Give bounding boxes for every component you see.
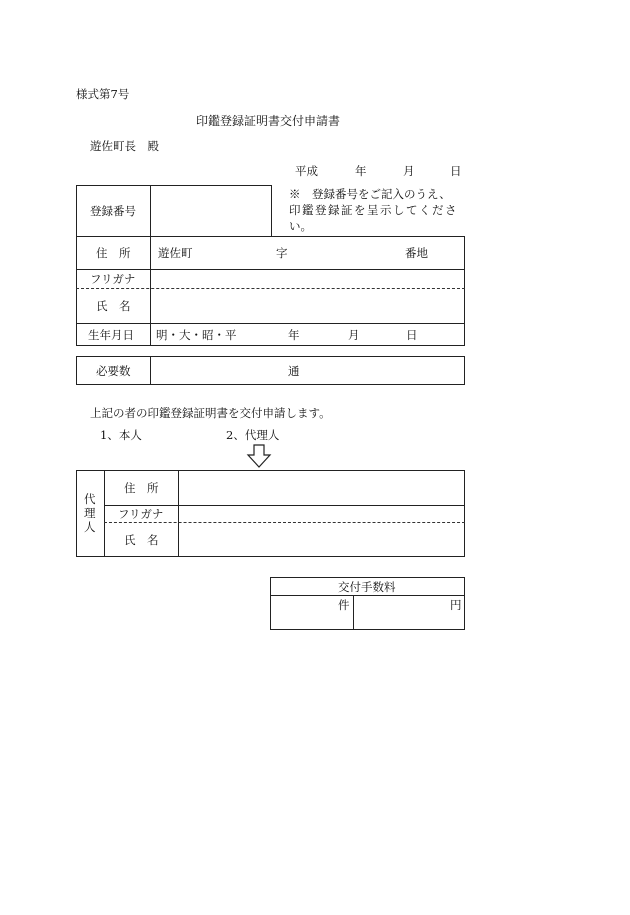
addressee: 遊佐町長 殿 (90, 139, 159, 153)
address-banchi: 番地 (405, 246, 428, 260)
agent-name-input[interactable] (180, 524, 462, 555)
agent-section-label-1: 代 (84, 492, 96, 506)
agent-section-divider (104, 470, 105, 557)
date-month-label: 月 (403, 164, 415, 178)
birthdate-day-label: 日 (406, 328, 418, 342)
fee-column-divider (353, 595, 354, 630)
application-statement: 上記の者の印鑑登録証明書を交付申請します。 (90, 406, 331, 420)
agent-label-divider (178, 470, 179, 557)
name-input[interactable] (152, 290, 462, 322)
agent-furigana-input[interactable] (180, 507, 462, 521)
birthdate-month-label: 月 (348, 328, 360, 342)
form-number: 様式第7号 (76, 87, 130, 101)
furigana-input[interactable] (152, 270, 462, 287)
agent-section-label-3: 人 (84, 520, 96, 534)
fee-title-divider (270, 595, 465, 596)
page-title: 印鑑登録証明書交付申請書 (196, 114, 341, 128)
arrow-down-icon (246, 444, 272, 468)
agent-furigana-divider (104, 522, 465, 523)
option-agent[interactable]: 2、代理人 (226, 428, 280, 442)
agent-section-label-2: 理 (84, 506, 96, 520)
date-era: 平成 (295, 164, 318, 178)
applicant-label-divider (150, 236, 151, 346)
agent-row-divider-1 (104, 505, 465, 506)
required-count-label: 必要数 (96, 364, 131, 378)
required-count-box (76, 356, 465, 385)
birthdate-label: 生年月日 (88, 328, 134, 342)
agent-furigana-label: フリガナ (118, 507, 164, 521)
birthdate-year-label: 年 (288, 328, 300, 342)
applicant-row-divider-3 (76, 323, 465, 324)
date-day-label: 日 (450, 164, 462, 178)
address-town: 遊佐町 (158, 246, 193, 260)
agent-address-label: 住 所 (124, 481, 159, 495)
registration-number-label: 登録番号 (90, 204, 136, 218)
fee-yen-unit: 円 (450, 598, 462, 612)
furigana-label: フリガナ (90, 272, 136, 286)
agent-address-input[interactable] (180, 472, 462, 504)
fee-count-unit: 件 (338, 598, 350, 612)
option-self[interactable]: 1、本人 (100, 428, 142, 442)
required-count-unit: 通 (288, 364, 300, 378)
registration-note-line-2: 印鑑登録証を呈示してくださ (289, 203, 458, 217)
registration-number-input[interactable] (152, 187, 270, 235)
date-year-label: 年 (355, 164, 367, 178)
registration-divider (150, 185, 151, 237)
registration-note-line-3: い。 (289, 219, 312, 233)
required-count-divider (150, 356, 151, 385)
address-label: 住 所 (96, 246, 131, 260)
address-aza: 字 (276, 246, 288, 260)
name-label: 氏 名 (96, 299, 131, 313)
registration-note-line-1: ※ 登録番号をご記入のうえ、 (289, 187, 451, 201)
agent-name-label: 氏 名 (124, 533, 159, 547)
fee-title: 交付手数料 (338, 580, 396, 594)
birthdate-eras: 明・大・昭・平 (156, 328, 237, 342)
applicant-furigana-divider (76, 288, 465, 289)
